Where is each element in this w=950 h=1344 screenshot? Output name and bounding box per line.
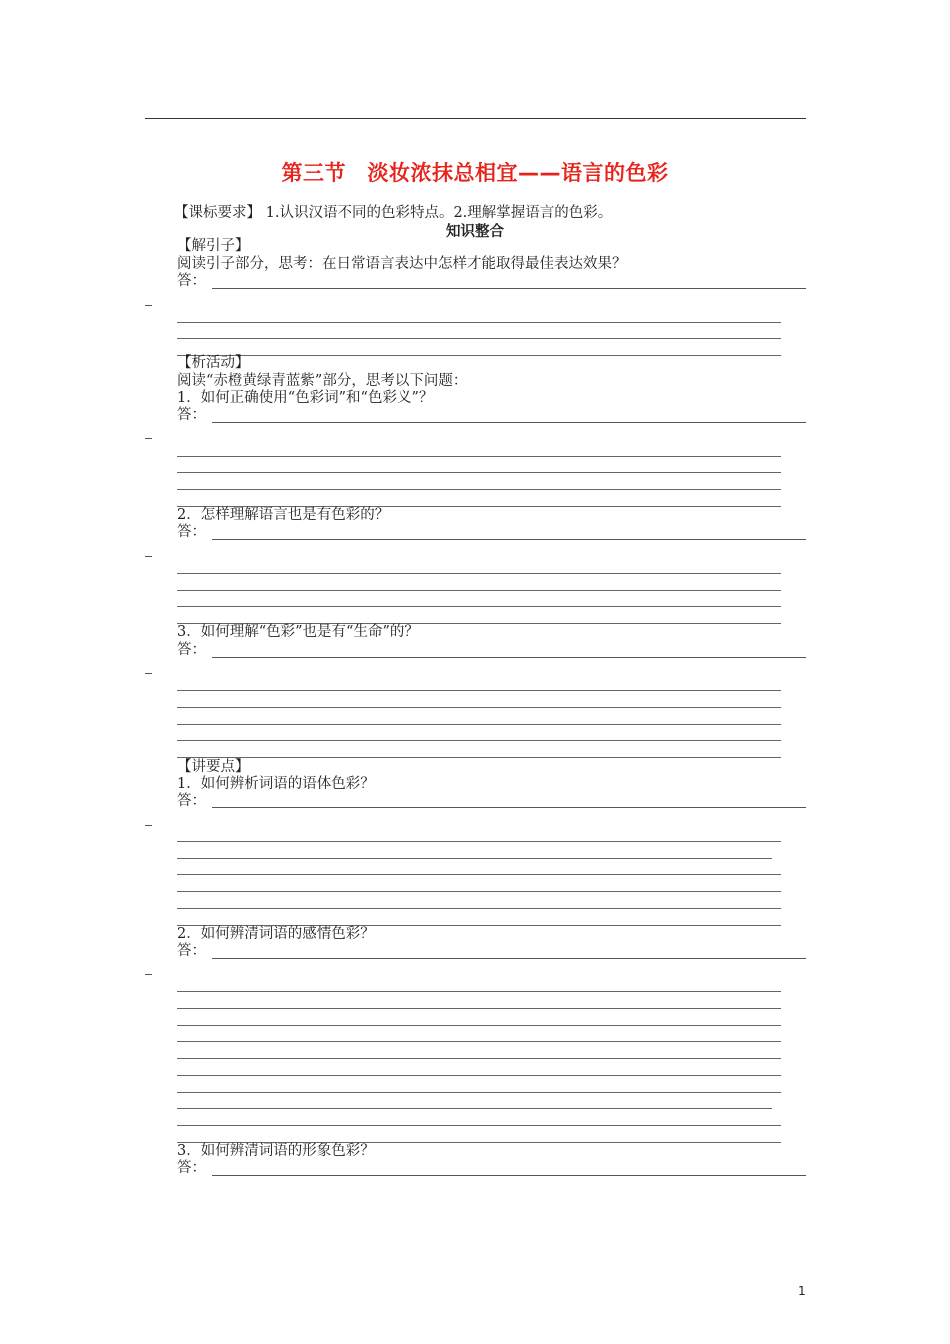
margin-dash <box>145 438 152 439</box>
writing-line <box>177 1125 781 1126</box>
answer-line <box>212 958 806 959</box>
writing-line <box>177 456 781 457</box>
writing-line <box>177 355 781 356</box>
writing-line <box>177 690 781 691</box>
writing-line <box>177 858 772 859</box>
writing-line <box>177 874 781 875</box>
writing-line <box>177 590 781 591</box>
writing-line <box>177 322 781 323</box>
writing-line <box>177 1008 781 1009</box>
margin-dash <box>145 825 152 826</box>
writing-line <box>177 841 781 842</box>
part3-question-3: 3．如何辨清词语的形象色彩？ <box>177 1143 375 1159</box>
writing-line <box>177 724 781 725</box>
answer-line <box>212 807 806 808</box>
part3-question-1: 1．如何辨析词语的语体色彩？ <box>177 776 375 792</box>
part1-header: 【解引子】 <box>177 238 250 254</box>
answer-line <box>212 422 806 423</box>
writing-line <box>177 1041 781 1042</box>
margin-dash <box>145 305 152 306</box>
writing-line <box>177 908 781 909</box>
part3-header: 【讲要点】 <box>177 759 250 775</box>
writing-line <box>177 740 781 741</box>
writing-line <box>177 338 781 339</box>
writing-line <box>177 606 781 607</box>
part1-prompt: 阅读引子部分，思考：在日常语言表达中怎样才能取得最佳表达效果？ <box>177 256 627 272</box>
page-title: 第三节 淡妆浓抹总相宜——语言的色彩 <box>281 161 669 185</box>
writing-line <box>177 707 781 708</box>
requirement-label: 【课标要求】 <box>174 205 261 221</box>
writing-line <box>177 1025 781 1026</box>
margin-dash <box>145 556 152 557</box>
writing-line <box>177 472 781 473</box>
writing-line <box>177 757 781 758</box>
answer-label: 答： <box>177 642 206 658</box>
writing-line <box>177 573 781 574</box>
writing-line <box>177 891 781 892</box>
answer-line <box>212 1175 806 1176</box>
answer-label: 答： <box>177 1160 206 1176</box>
writing-line <box>177 1075 781 1076</box>
answer-label: 答： <box>177 793 206 809</box>
answer-label: 答： <box>177 524 206 540</box>
margin-dash <box>145 974 152 975</box>
writing-line <box>177 1108 772 1109</box>
margin-dash <box>145 673 152 674</box>
requirement-text: 1.认识汉语不同的色彩特点。2.理解掌握语言的色彩。 <box>261 205 613 221</box>
answer-label: 答： <box>177 407 206 423</box>
page-number: 1 <box>798 1284 806 1298</box>
answer-label: 答： <box>177 943 206 959</box>
header-rule <box>145 118 806 119</box>
part2-question-3: 3．如何理解“色彩”也是有“生命”的？ <box>177 624 419 640</box>
answer-label: 答： <box>177 273 206 289</box>
part2-question-1: 1．如何正确使用“色彩词”和“色彩义”？ <box>177 390 434 406</box>
part2-prompt: 阅读“赤橙黄绿青蓝紫”部分，思考以下问题： <box>177 373 468 389</box>
answer-line <box>212 288 806 289</box>
writing-line <box>177 991 781 992</box>
part2-header: 【析活动】 <box>177 355 250 371</box>
section-heading: 知识整合 <box>446 224 504 240</box>
part3-question-2: 2．如何辨清词语的感情色彩？ <box>177 926 375 942</box>
answer-line <box>212 539 806 540</box>
writing-line <box>177 489 781 490</box>
writing-line <box>177 1058 781 1059</box>
part2-question-2: 2．怎样理解语言也是有色彩的？ <box>177 507 390 523</box>
writing-line <box>177 1092 781 1093</box>
answer-line <box>212 657 806 658</box>
